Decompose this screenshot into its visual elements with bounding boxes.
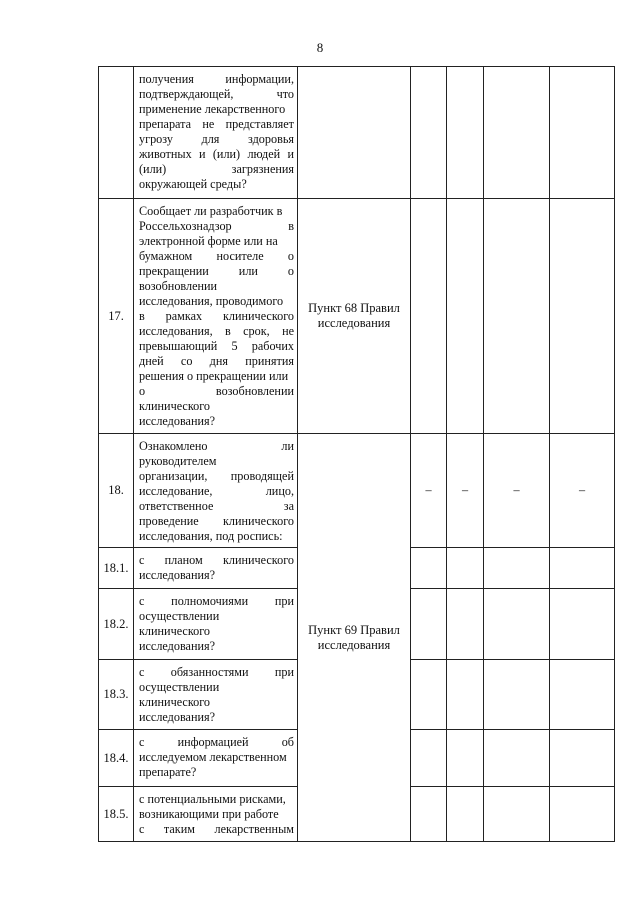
question-line: возникающими при работе	[139, 807, 279, 821]
question-cell	[134, 730, 298, 787]
answer-no-cell[interactable]	[447, 787, 484, 842]
answer-yes-cell[interactable]	[411, 67, 447, 199]
reference-cell	[298, 67, 411, 199]
question-line: исследуемом лекарственном	[139, 750, 287, 764]
question-line: с таким лекарственным	[139, 822, 294, 836]
question-line: с потенциальными рисками,	[139, 792, 286, 806]
note-cell[interactable]	[550, 730, 615, 787]
question-line: с полномочиями при	[139, 594, 294, 608]
answer-na-cell[interactable]	[484, 787, 550, 842]
answer-yes-cell[interactable]	[411, 660, 447, 730]
question-line: прекращении или о	[139, 264, 294, 278]
answer-na-cell[interactable]	[484, 199, 550, 434]
checklist-table	[98, 66, 615, 842]
question-line: руководителем	[139, 454, 217, 468]
question-cell	[134, 67, 298, 199]
row-number: 18.2.	[99, 589, 134, 660]
question-line: ответственное за	[139, 499, 294, 513]
answer-na-cell[interactable]	[484, 548, 550, 589]
question-line: получения информации,	[139, 72, 294, 86]
row-number: 18.5.	[99, 787, 134, 842]
question-cell	[134, 787, 298, 842]
question-line: решения о прекращении или	[139, 369, 289, 383]
question-line: исследования, проводимого	[139, 294, 284, 308]
question-line: проведение клинического	[139, 514, 294, 528]
table-row	[99, 199, 615, 434]
question-cell	[134, 548, 298, 589]
answer-no-cell: –	[447, 434, 484, 548]
table-row	[99, 67, 615, 199]
question-line: с информацией об	[139, 735, 294, 749]
question-line: Ознакомлено ли	[139, 439, 294, 453]
answer-no-cell[interactable]	[447, 589, 484, 660]
answer-no-cell[interactable]	[447, 199, 484, 434]
question-line: осуществлении	[139, 680, 220, 694]
question-line: животных и (или) людей и	[139, 147, 294, 161]
question-line: исследования?	[139, 639, 216, 653]
answer-yes-cell[interactable]	[411, 548, 447, 589]
answer-no-cell[interactable]	[447, 67, 484, 199]
question-line: препарата не представляет	[139, 117, 294, 131]
question-line: подтверждающей, что	[139, 87, 294, 101]
note-cell[interactable]	[550, 589, 615, 660]
question-line: (или) загрязнения	[139, 162, 294, 176]
row-number: 18.	[99, 434, 134, 548]
row-number: 18.1.	[99, 548, 134, 589]
answer-yes-cell[interactable]	[411, 730, 447, 787]
question-line: с планом клинического	[139, 553, 294, 567]
question-line: угрозу для здоровья	[139, 132, 294, 146]
question-line: организации, проводящей	[139, 469, 294, 483]
answer-no-cell[interactable]	[447, 730, 484, 787]
question-line: в рамках клинического	[139, 309, 294, 323]
question-cell	[134, 589, 298, 660]
question-line: осуществлении	[139, 609, 220, 623]
question-line: о возобновлении	[139, 384, 294, 398]
answer-na-cell[interactable]	[484, 660, 550, 730]
row-number: 17.	[99, 199, 134, 434]
answer-na-cell[interactable]	[484, 730, 550, 787]
question-line: исследование, лицо,	[139, 484, 294, 498]
question-cell	[134, 660, 298, 730]
note-cell[interactable]	[550, 787, 615, 842]
note-cell[interactable]	[550, 548, 615, 589]
question-line: исследования, под роспись:	[139, 529, 283, 543]
answer-yes-cell[interactable]	[411, 199, 447, 434]
row-number: 18.3.	[99, 660, 134, 730]
answer-no-cell[interactable]	[447, 548, 484, 589]
table-row	[99, 434, 615, 548]
row-number: 18.4.	[99, 730, 134, 787]
answer-yes-cell[interactable]	[411, 787, 447, 842]
row-number	[99, 67, 134, 199]
question-line: клинического	[139, 399, 211, 413]
page-number: 8	[316, 40, 324, 55]
answer-na-cell: –	[484, 434, 550, 548]
question-line: исследования, в срок, не	[139, 324, 294, 338]
question-line: клинического	[139, 695, 211, 709]
question-line: окружающей среды?	[139, 177, 247, 191]
question-line: Сообщает ли разработчик в	[139, 204, 283, 218]
note-cell[interactable]	[550, 660, 615, 730]
question-line: электронной форме или на	[139, 234, 278, 248]
answer-yes-cell[interactable]	[411, 589, 447, 660]
question-cell	[134, 199, 298, 434]
question-line: препарате?	[139, 765, 197, 779]
question-cell	[134, 434, 298, 548]
answer-na-cell[interactable]	[484, 589, 550, 660]
reference-cell: Пункт 68 Правил исследования	[298, 199, 411, 434]
question-line: бумажном носителе о	[139, 249, 294, 263]
note-cell: –	[550, 434, 615, 548]
question-line: применение лекарственного	[139, 102, 286, 116]
question-line: клинического	[139, 624, 211, 638]
question-line: исследования?	[139, 414, 216, 428]
note-cell[interactable]	[550, 199, 615, 434]
question-line: исследования?	[139, 568, 216, 582]
reference-cell-group-18: Пункт 69 Правил исследования	[298, 434, 411, 842]
question-line: исследования?	[139, 710, 216, 724]
question-line: дней со дня принятия	[139, 354, 294, 368]
answer-no-cell[interactable]	[447, 660, 484, 730]
question-line: возобновлении	[139, 279, 218, 293]
answer-yes-cell: –	[411, 434, 447, 548]
question-line: превышающий 5 рабочих	[139, 339, 294, 353]
question-line: с обязанностями при	[139, 665, 294, 679]
note-cell[interactable]	[550, 67, 615, 199]
answer-na-cell[interactable]	[484, 67, 550, 199]
question-line: Россельхознадзор в	[139, 219, 294, 233]
